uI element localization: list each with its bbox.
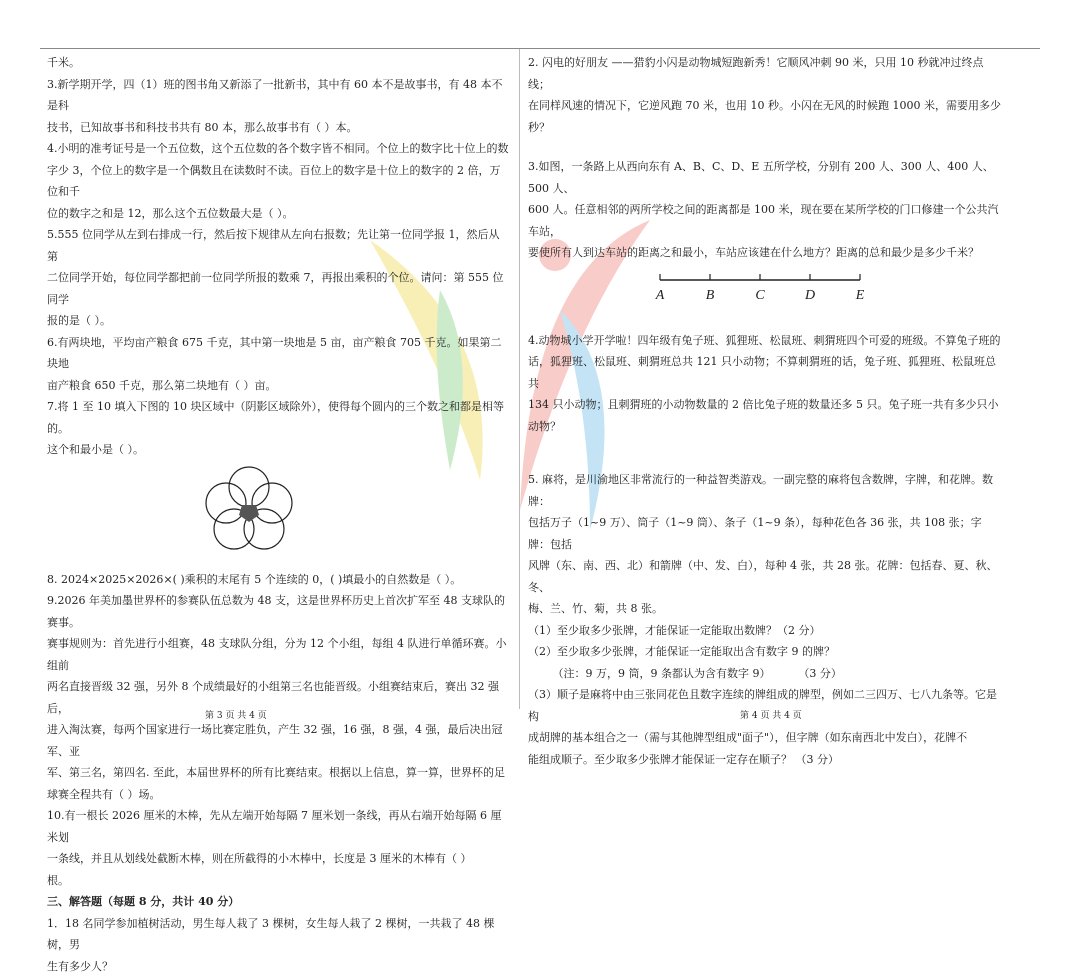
question-6: 6.有两块地，平均亩产粮食 675 千克，其中第一块地是 5 亩，亩产粮食 705 千克。如果第二块地 — [47, 332, 510, 375]
right-column — [528, 52, 1001, 770]
answer-question-5-cont: 梅、兰、竹、菊，共 8 张。 — [528, 598, 1001, 620]
sub-question-2-note: （注：9 万，9 筒，9 条都认为含有数字 9） （3 分） — [528, 663, 1001, 685]
answer-question-2-cont: 在同样风速的情况下，它逆风跑 70 米，也用 10 秒。小闪在无风的时候跑 1000 米，需要用多少秒？ — [528, 95, 1001, 138]
text-line: 千米。 — [47, 52, 510, 74]
question-5-cont: 二位同学开始，每位同学都把前一位同学所报的数乘 7，再报出乘积的个位。请问：第 555 位同学 — [47, 267, 510, 310]
label-b: B — [706, 288, 715, 303]
label-d: D — [804, 288, 815, 303]
sub-question-1: （1）至少取多少张牌，才能保证一定能取出数牌？（2 分） — [528, 620, 1001, 642]
question-5: 5.555 位同学从左到右排成一行，然后按下规律从左向右报数；先让第一位同学报 1，然后从第 — [47, 224, 510, 267]
answer-question-3-cont: 600 人。任意相邻的两所学校之间的距离都是 100 米，现在要在某所学校的门口修建一个公共汽车站， — [528, 199, 1001, 242]
answer-question-5: 5. 麻将，是川渝地区非常流行的一种益智类游戏。一副完整的麻将包含数牌，字牌，和花牌。数牌： — [528, 469, 1001, 512]
circles-diagram — [199, 465, 299, 561]
label-a: A — [655, 288, 665, 303]
top-rule — [40, 48, 1040, 49]
sub-question-3-cont: 成胡牌的基本组合之一（需与其他牌型组成"面子"），但字牌（如东南西北中发白），花牌不 — [528, 727, 1001, 749]
answer-question-3: 3.如图，一条路上从西向东有 A、B、C、D、E 五所学校，分别有 200 人、300 人、400 人、500 人、 — [528, 156, 1001, 199]
answer-question-5-cont: 包括万子（1~9 万）、筒子（1~9 筒）、条子（1~9 条），每种花色各 36 张，共 108 张；字牌：包括 — [528, 512, 1001, 555]
question-3-cont: 技书，已知故事书和科技书共有 80 本，那么故事书有（ ）本。 — [47, 117, 510, 139]
question-9: 9.2026 年美加墨世界杯的参赛队伍总数为 48 支，这是世界杯历史上首次扩军至 48 支球队的赛事。 — [47, 590, 510, 633]
column-divider — [519, 49, 520, 709]
question-9-cont: 赛事规则为：首先进行小组赛，48 支球队分组，分为 12 个小组，每组 4 队进行单循环赛。小组前 — [47, 633, 510, 676]
answer-question-1-cont: 生有多少人？ — [47, 956, 510, 977]
sub-question-3-cont: 能组成顺子。至少取多少张牌才能保证一定存在顺子？ （3 分） — [528, 749, 1001, 771]
question-10-cont: 一条线，并且从划线处截断木棒，则在所截得的小木棒中，长度是 3 厘米的木棒有（ ） — [47, 848, 510, 870]
question-5-cont: 报的是（ ）。 — [47, 310, 510, 332]
question-4-cont: 字少 3，个位上的数字是一个偶数且在读数时不读。百位上的数字是十位上的数字的 2 倍，万位和千 — [47, 160, 510, 203]
spacer — [528, 437, 1001, 469]
sub-question-3: （3）顺子是麻将中由三张同花色且数字连续的牌组成的牌型，例如二三四万、七八九条等。它是构 — [528, 684, 1001, 727]
question-10-cont: 根。 — [47, 870, 510, 892]
answer-question-5-cont: 风牌（东、南、西、北）和箭牌（中、发、白），每种 4 张，共 28 张。花牌：包括春、夏、秋、冬、 — [528, 555, 1001, 598]
section-heading: 三、解答题（每题 8 分，共计 40 分） — [47, 891, 510, 913]
page-footer-right: 第 4 页 共 4 页 — [740, 708, 802, 721]
answer-question-4: 4.动物城小学开学啦！四年级有兔子班、狐狸班、松鼠班、刺猬班四个可爱的班级。不算兔子班的 — [528, 330, 1001, 352]
question-9-cont: 球赛全程共有（ ）场。 — [47, 784, 510, 806]
question-3: 3.新学期开学，四（1）班的图书角又新添了一批新书，其中有 60 本不是故事书，有 48 本不是科 — [47, 74, 510, 117]
answer-question-3-cont: 要使所有人到达车站的距离之和最小，车站应该建在什么地方？距离的总和最少是多少千米？ — [528, 242, 1001, 264]
answer-question-4-cont: 134 只小动物；且刺猬班的小动物数量的 2 倍比兔子班的数量还多 5 只。兔子班一共有多少只小动物？ — [528, 394, 1001, 437]
question-10: 10.有一根长 2026 厘米的木棒，先从左端开始每隔 7 厘米划一条线，再从右端开始每隔 6 厘米划 — [47, 805, 510, 848]
question-4: 4.小明的准考证号是一个五位数，这个五位数的各个数字皆不相同。个位上的数字比十位上的数 — [47, 138, 510, 160]
label-e: E — [855, 288, 865, 303]
sub-question-2: （2）至少取多少张牌，才能保证一定能取出含有数字 9 的牌？ — [528, 641, 1001, 663]
answer-question-4-cont: 话，狐狸班、松鼠班、刺猬班总共 121 只小动物；不算刺猬班的话，兔子班、狐狸班、松鼠班总共 — [528, 351, 1001, 394]
question-9-cont: 进入淘汰赛，每两个国家进行一场比赛定胜负，产生 32 强，16 强，8 强，4 强，最后决出冠军、亚 — [47, 719, 510, 762]
answer-question-2: 2. 闪电的好朋友 ——猎豹小闪是动物城短跑新秀！它顺风冲刺 90 米，只用 10 秒就冲过终点线； — [528, 52, 1001, 95]
road-diagram — [650, 266, 870, 314]
five-circles-figure — [47, 461, 510, 569]
label-c: C — [755, 288, 765, 303]
question-7: 7.将 1 至 10 填入下图的 10 块区域中（阴影区域除外），使得每个圆内的三个数之和都是相等的。 — [47, 396, 510, 439]
left-column — [47, 52, 510, 977]
question-9-cont: 军、第三名，第四名. 至此，本届世界杯的所有比赛结束。根据以上信息，算一算，世界杯的足 — [47, 762, 510, 784]
answer-question-1: 1．18 名同学参加植树活动，男生每人栽了 3 棵树，女生每人栽了 2 棵树，一共栽了 48 棵树，男 — [47, 913, 510, 956]
question-7-cont: 这个和最小是（ ）。 — [47, 439, 510, 461]
question-6-cont: 亩产粮食 650 千克，那么第二块地有（ ）亩。 — [47, 375, 510, 397]
road-line-figure — [528, 264, 1001, 330]
question-9-cont: 两名直接晋级 32 强，另外 8 个成绩最好的小组第三名也能晋级。小组赛结束后，赛出 32 强后， — [47, 676, 510, 719]
page-footer-left: 第 3 页 共 4 页 — [205, 708, 267, 721]
spacer — [528, 138, 1001, 156]
question-8: 8. 2024×2025×2026×( )乘积的末尾有 5 个连续的 0，( )填最小的自然数是（ ）。 — [47, 569, 510, 591]
question-4-cont: 位的数字之和是 12，那么这个五位数最大是（ ）。 — [47, 203, 510, 225]
